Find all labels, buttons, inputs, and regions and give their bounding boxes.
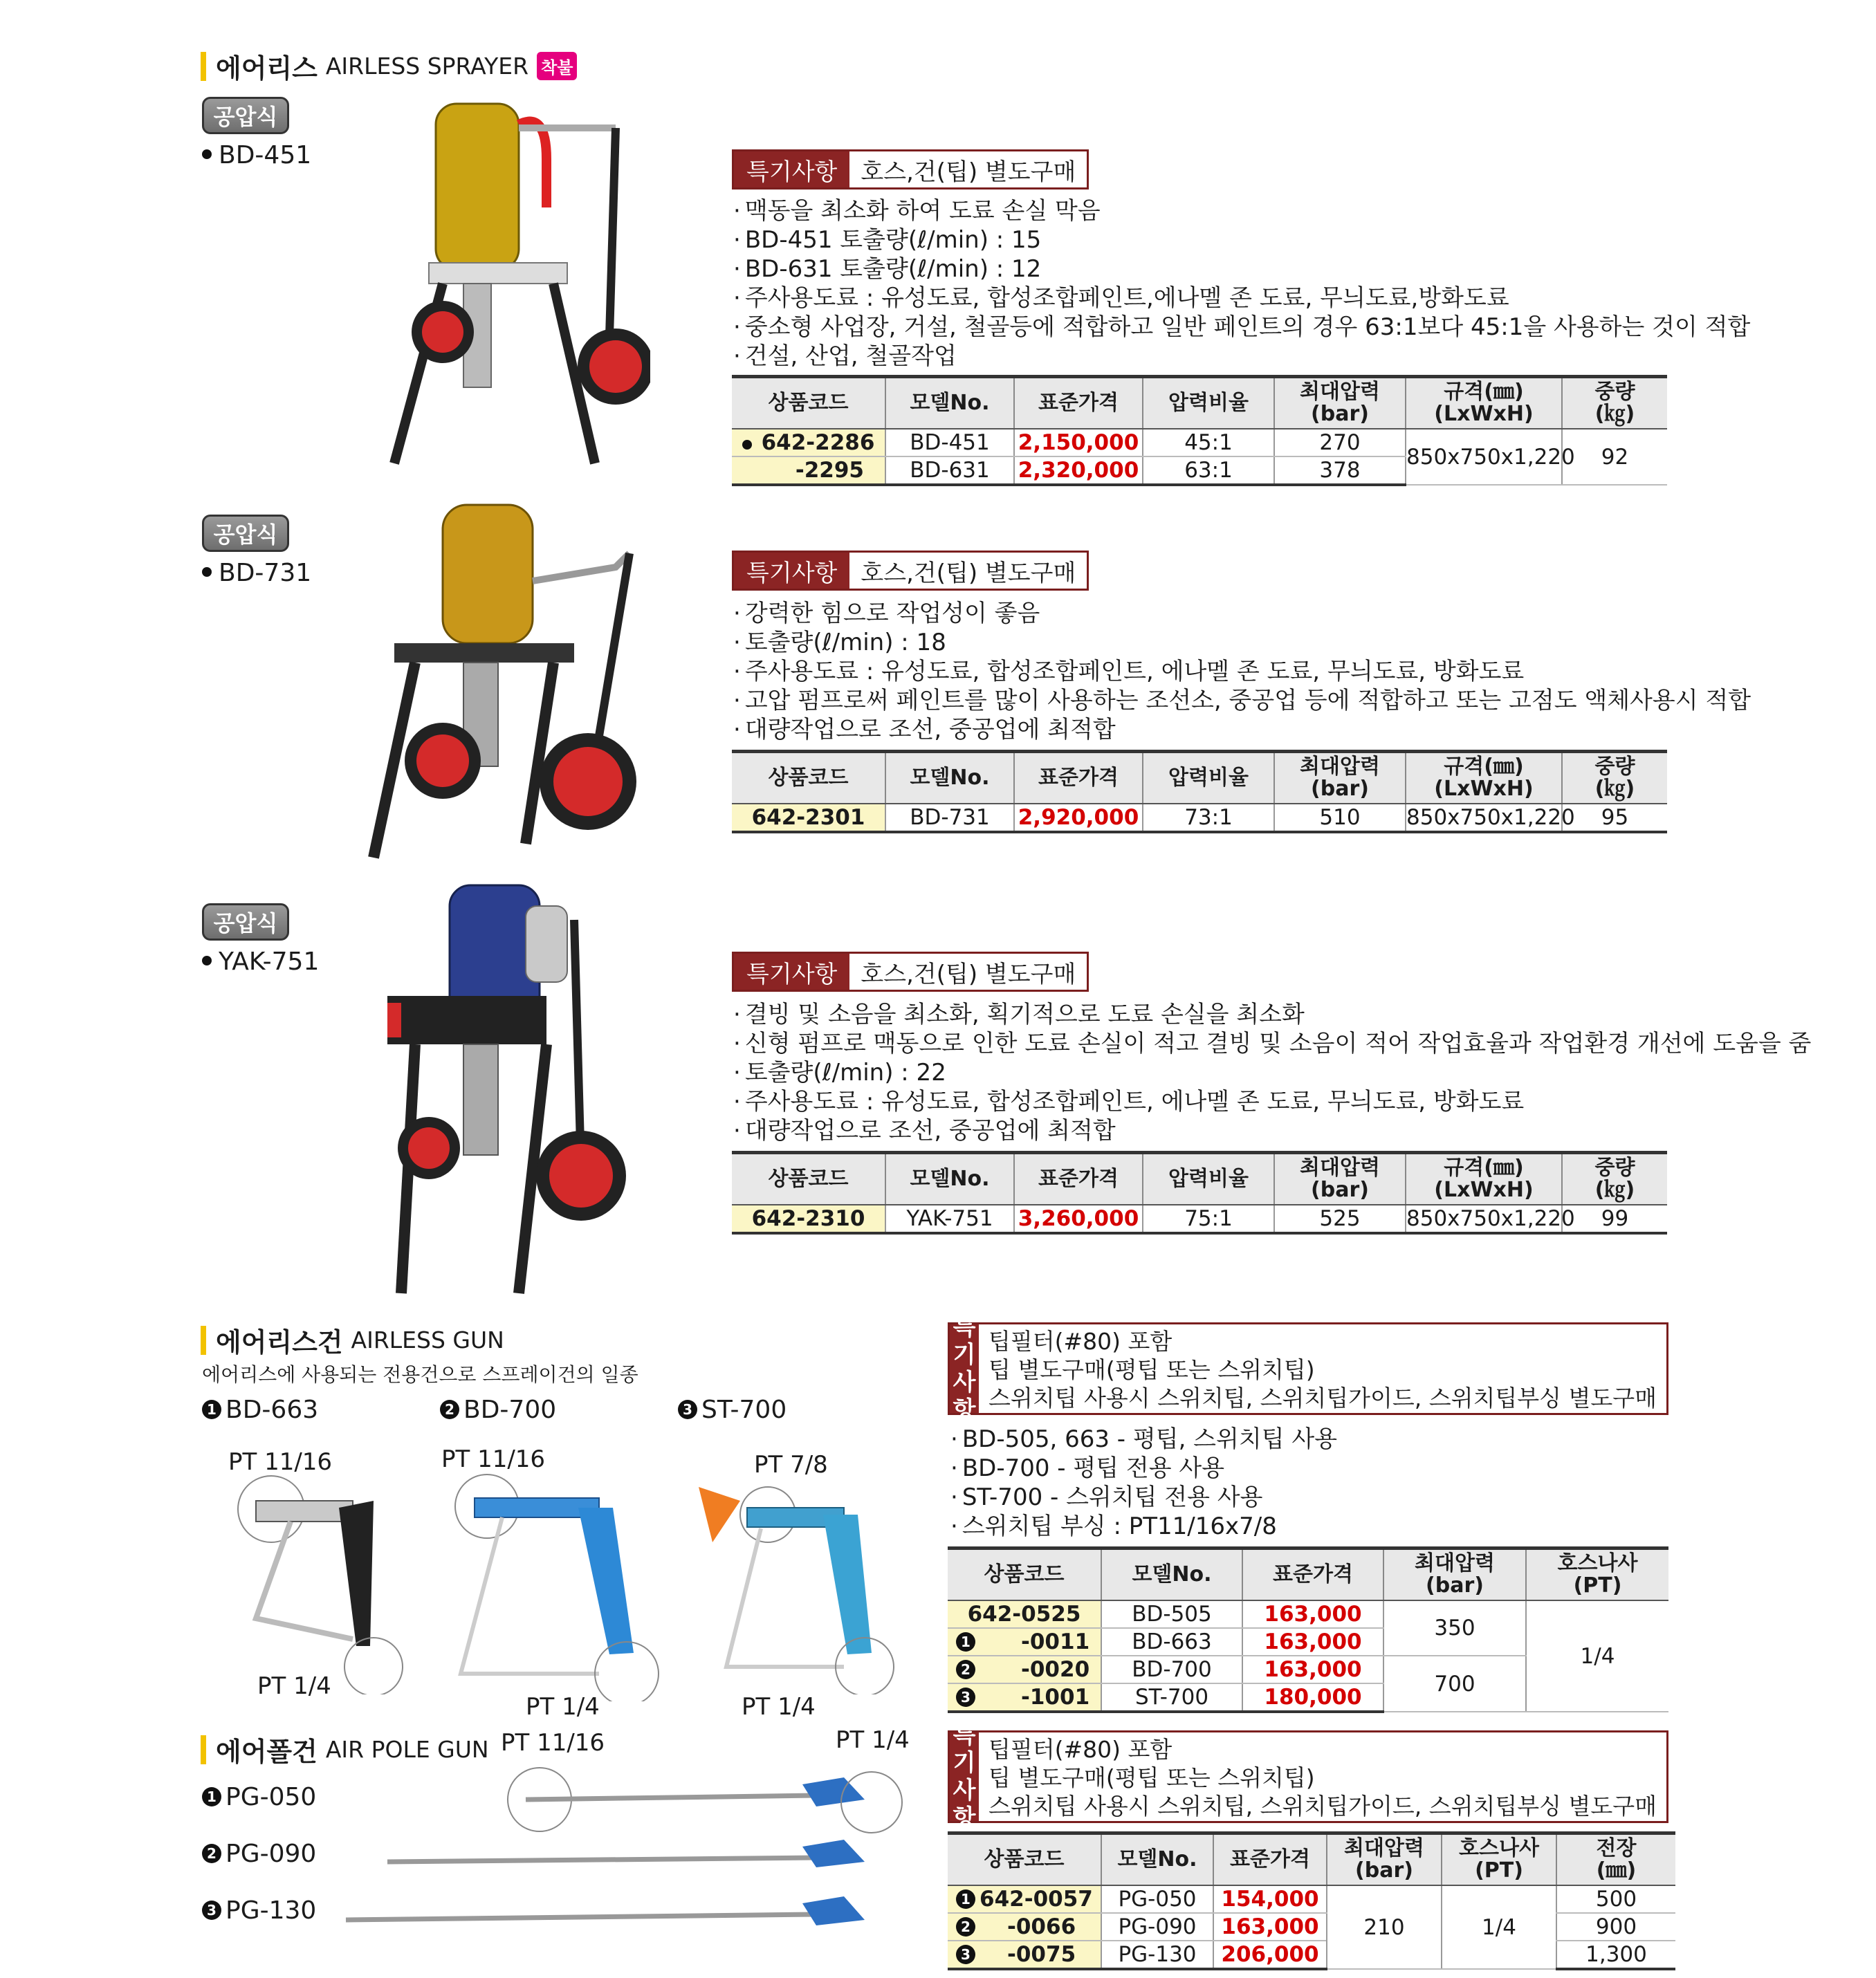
col-header: 상품코드 <box>732 1153 885 1205</box>
bullet-item: · 주사용도료 : 유성도료, 합성조합페인트, 에나멜 존 도료, 무늬도료, 방화도료 <box>733 657 1751 686</box>
gun-spec-table <box>948 1546 1668 1713</box>
col-header: 최대압력 (bar) <box>1274 377 1406 429</box>
col-header: 규격(㎜) (LxWxH) <box>1406 752 1562 804</box>
price-cell: 2,320,000 <box>1014 456 1143 485</box>
length-cell: 500 <box>1556 1885 1675 1913</box>
bullet-dot <box>202 567 212 577</box>
pressure-cell: 350 <box>1383 1600 1526 1656</box>
col-header: 압력비율 <box>1143 752 1274 804</box>
gun-section-title <box>201 1321 504 1359</box>
col-header: 규격(㎜) (LxWxH) <box>1406 377 1562 429</box>
length-cell: 1,300 <box>1556 1941 1675 1969</box>
pressure-cell: 378 <box>1274 456 1406 485</box>
col-header: 상품코드 <box>732 752 885 804</box>
bullet-item: · BD-505, 663 - 평팁, 스위치팁 사용 <box>950 1425 1337 1454</box>
length-cell: 900 <box>1556 1913 1675 1941</box>
bullet-item: · 토출량(ℓ/min) : 22 <box>733 1058 1811 1087</box>
number-badge: 3 <box>956 1945 975 1964</box>
price-cell: 154,000 <box>1213 1885 1327 1913</box>
number-badge: 1 <box>202 1787 221 1806</box>
model-cell: BD-700 <box>1101 1656 1242 1683</box>
ratio-cell: 45:1 <box>1143 429 1274 456</box>
bullet-item: · 맥동을 최소화 하여 도료 손실 막음 <box>733 196 1750 225</box>
type-badge: 공압식 <box>202 903 289 941</box>
price-cell: 163,000 <box>1242 1600 1383 1628</box>
feature-lines <box>979 1732 1666 1821</box>
col-header: 상품코드 <box>732 377 885 429</box>
bullet-item: · BD-631 토출량(ℓ/min) : 12 <box>733 255 1750 284</box>
title-kr: 에어리스 <box>216 53 318 84</box>
feature-bullets <box>733 196 1750 371</box>
pt-label: PT 1/4 <box>742 1693 816 1721</box>
spec-table-yak751 <box>732 1151 1667 1235</box>
table-row <box>732 429 1667 456</box>
spec-table-bd451 <box>732 375 1667 486</box>
col-header: 최대압력 (bar) <box>1274 1153 1406 1205</box>
feature-bullets <box>733 599 1751 744</box>
col-header: 중량 (㎏) <box>1562 1153 1667 1205</box>
feature-label: 특기 사항 <box>950 1732 979 1821</box>
bullet-dot <box>202 149 212 159</box>
table-header-row <box>732 1153 1667 1205</box>
feature-box <box>732 551 1089 591</box>
bullet-item: · 주사용도료 : 유성도료, 합성조합페인트,에나멜 존 도료, 무늬도료,방화도료 <box>733 284 1750 313</box>
feature-line: 스위치팁 사용시 스위치팁, 스위치팁가이드, 스위치팁부싱 별도구매 <box>988 1793 1657 1820</box>
pt-label: PT 1/4 <box>257 1672 331 1700</box>
bullet-item: · 신형 펌프로 맥동으로 인한 도료 손실이 적고 결빙 및 소음이 적어 작업효율과 작업환경 개선에 도움을 줌 <box>733 1029 1811 1058</box>
model-cell: BD-731 <box>885 804 1014 832</box>
pole-model-label: 2 PG-090 <box>202 1840 316 1868</box>
feature-text: 호스,건(팁) 별도구매 <box>849 553 1087 589</box>
ratio-cell: 63:1 <box>1143 456 1274 485</box>
model-label: BD-731 <box>219 559 312 587</box>
title-en: AIRLESS GUN <box>351 1327 504 1353</box>
feature-box <box>732 952 1089 992</box>
col-header: 표준가격 <box>1014 1153 1143 1205</box>
table-row <box>732 804 1667 832</box>
bullet-item: · 중소형 사업장, 거설, 철골등에 적합하고 일반 페인트의 경우 63:1보다 45:1을 사용하는 것이 적합 <box>733 313 1750 342</box>
airless-section-title <box>201 47 577 85</box>
col-header: 최대압력 (bar) <box>1274 752 1406 804</box>
feature-line: 팁 별도구매(평팁 또는 스위치팁) <box>988 1356 1315 1383</box>
number-badge: 1 <box>202 1400 221 1419</box>
col-header: 모델No. <box>885 1153 1014 1205</box>
table-row <box>948 1941 1675 1969</box>
col-header: 중량 (㎏) <box>1562 377 1667 429</box>
pt-label: PT 7/8 <box>754 1451 828 1479</box>
spec-table-bd731 <box>732 750 1667 833</box>
table-header-row <box>948 1549 1668 1601</box>
feature-line: 팁필터(#80) 포함 <box>988 1328 1172 1355</box>
pressure-cell: 525 <box>1274 1205 1406 1233</box>
pressure-cell: 210 <box>1327 1885 1442 1969</box>
feature-label: 특기사항 <box>734 151 849 187</box>
feature-bullets <box>733 1000 1811 1145</box>
number-badge: 1 <box>956 1889 975 1909</box>
number-badge: 3 <box>202 1901 221 1920</box>
gun-model-label: 3 ST-700 <box>678 1396 787 1424</box>
bullet-item: · 건설, 산업, 철골작업 <box>733 342 1750 371</box>
title-accent-bar <box>201 1326 206 1355</box>
gun-image-bd663 <box>235 1473 415 1694</box>
code-cell: 3 -1001 <box>948 1683 1101 1712</box>
hose-cell: 1/4 <box>1526 1600 1668 1712</box>
bullet-item: · BD-451 토출량(ℓ/min) : 15 <box>733 225 1750 255</box>
table-row <box>732 1205 1667 1233</box>
col-header: 표준가격 <box>1014 377 1143 429</box>
price-cell: 2,150,000 <box>1014 429 1143 456</box>
model-cell: BD-631 <box>885 456 1014 485</box>
feature-line: 팁 별도구매(평팁 또는 스위치팁) <box>988 1764 1315 1791</box>
col-header: 전장 (㎜) <box>1556 1833 1675 1886</box>
code-cell: 642-2301 <box>732 804 885 832</box>
code-cell: 1 -0011 <box>948 1628 1101 1656</box>
sprayer-image-bd451 <box>387 97 650 491</box>
gun-feature-box <box>948 1313 1668 1424</box>
table-row <box>948 1600 1668 1628</box>
pole-model-label: 3 PG-130 <box>202 1896 316 1925</box>
price-cell: 163,000 <box>1213 1913 1327 1941</box>
bullet-item: · ST-700 - 스위치팁 전용 사용 <box>950 1483 1337 1512</box>
bullet-item: · 스위치팁 부싱 : PT11/16x7/8 <box>950 1512 1337 1541</box>
model-name <box>202 141 311 169</box>
col-header: 모델No. <box>885 377 1014 429</box>
number-badge: 3 <box>678 1400 697 1419</box>
bullet-item: · BD-700 - 평팁 전용 사용 <box>950 1454 1337 1483</box>
title-kr: 에어폴건 <box>216 1737 318 1767</box>
number-badge: 2 <box>202 1844 221 1863</box>
pt-label: PT 11/16 <box>441 1445 546 1473</box>
gun-bullets <box>950 1425 1337 1541</box>
feature-box <box>732 149 1089 190</box>
bullet-item: · 대량작업으로 조선, 중공업에 최적합 <box>733 715 1751 744</box>
table-header-row <box>732 377 1667 429</box>
code-cell: 642-2310 <box>732 1205 885 1233</box>
number-badge: 2 <box>440 1400 459 1419</box>
col-header: 모델No. <box>1101 1833 1213 1886</box>
gun-model-label: 1 BD-663 <box>202 1396 318 1424</box>
bullet-dot <box>202 956 212 965</box>
title-accent-bar <box>201 1735 206 1764</box>
gun-image-st700 <box>692 1459 899 1694</box>
cod-badge: 착불 <box>537 52 577 80</box>
feature-lines <box>979 1324 1666 1413</box>
price-cell: 3,260,000 <box>1014 1205 1143 1233</box>
price-cell: 163,000 <box>1242 1656 1383 1683</box>
pressure-cell: 510 <box>1274 804 1406 832</box>
sprayer-image-bd731 <box>367 498 643 871</box>
model-cell: BD-451 <box>885 429 1014 456</box>
price-cell: 2,920,000 <box>1014 804 1143 832</box>
title-en: AIRLESS SPRAYER <box>325 53 529 80</box>
price-cell: 180,000 <box>1242 1683 1383 1712</box>
bullet-item: · 고압 펌프로써 페인트를 많이 사용하는 조선소, 중공업 등에 적합하고 또는 고점도 액체사용시 적합 <box>733 686 1751 715</box>
ratio-cell: 73:1 <box>1143 804 1274 832</box>
model-cell: BD-663 <box>1101 1628 1242 1656</box>
size-cell: 850x750x1,220 <box>1406 804 1562 832</box>
pt-label: PT 1/4 <box>526 1693 600 1721</box>
code-cell: 3 -0075 <box>948 1941 1101 1969</box>
feature-label: 특기사항 <box>734 553 849 589</box>
pole-spec-table <box>948 1831 1675 1970</box>
feature-label: 특기 사항 <box>950 1324 979 1413</box>
col-header: 규격(㎜) (LxWxH) <box>1406 1153 1562 1205</box>
code-cell: -2295 <box>732 456 885 485</box>
table-row <box>948 1913 1675 1941</box>
model-label: YAK-751 <box>219 948 320 976</box>
feature-label: 특기사항 <box>734 954 849 990</box>
col-header: 모델No. <box>1101 1549 1242 1601</box>
type-badge: 공압식 <box>202 515 289 552</box>
pole-feature-box <box>948 1721 1668 1832</box>
code-cell: 642-2286 <box>732 429 885 456</box>
sprayer-image-yak751 <box>374 878 636 1314</box>
title-kr: 에어리스건 <box>216 1327 343 1358</box>
model-cell: BD-505 <box>1101 1600 1242 1628</box>
price-cell: 206,000 <box>1213 1941 1327 1969</box>
col-header: 최대압력 (bar) <box>1383 1549 1526 1601</box>
model-cell: YAK-751 <box>885 1205 1014 1233</box>
feature-line: 팁필터(#80) 포함 <box>988 1736 1172 1763</box>
bullet-item: · 대량작업으로 조선, 중공업에 최적합 <box>733 1116 1811 1145</box>
ratio-cell: 75:1 <box>1143 1205 1274 1233</box>
pt-label: PT 11/16 <box>501 1729 605 1757</box>
number-badge: 1 <box>956 1632 975 1652</box>
bullet-item: · 강력한 힘으로 작업성이 좋음 <box>733 599 1751 628</box>
pt-label: PT 11/16 <box>228 1448 333 1476</box>
bullet-item: · 결빙 및 소음을 최소화, 획기적으로 도료 손실을 최소화 <box>733 1000 1811 1029</box>
number-badge: 3 <box>956 1688 975 1707</box>
feature-text: 호스,건(팁) 별도구매 <box>849 151 1087 187</box>
pressure-cell: 700 <box>1383 1656 1526 1712</box>
weight-cell: 92 <box>1562 429 1667 485</box>
feature-text: 호스,건(팁) 별도구매 <box>849 954 1087 990</box>
title-en: AIR POLE GUN <box>325 1736 489 1763</box>
gun-subtitle: 에어리스에 사용되는 전용건으로 스프레이건의 일종 <box>202 1363 638 1386</box>
code-cell: 2 -0020 <box>948 1656 1101 1683</box>
bullet-item: · 주사용도료 : 유성도료, 합성조합페인트, 에나멜 존 도료, 무늬도료, 방화도료 <box>733 1087 1811 1116</box>
hose-cell: 1/4 <box>1442 1885 1556 1969</box>
col-header: 표준가격 <box>1213 1833 1327 1886</box>
table-header-row <box>948 1833 1675 1886</box>
model-cell: ST-700 <box>1101 1683 1242 1712</box>
bullet-item: · 토출량(ℓ/min) : 18 <box>733 628 1751 657</box>
feature-line: 스위치팁 사용시 스위치팁, 스위치팁가이드, 스위치팁부싱 별도구매 <box>988 1385 1657 1412</box>
type-badge: 공압식 <box>202 97 289 134</box>
code-cell: 642-0525 <box>948 1600 1101 1628</box>
model-cell: PG-050 <box>1101 1885 1213 1913</box>
model-cell: PG-130 <box>1101 1941 1213 1969</box>
number-badge: 2 <box>956 1660 975 1679</box>
code-cell: 2 -0066 <box>948 1913 1101 1941</box>
col-header: 상품코드 <box>948 1833 1101 1886</box>
col-header: 최대압력 (bar) <box>1327 1833 1442 1886</box>
weight-cell: 95 <box>1562 804 1667 832</box>
col-header: 압력비율 <box>1143 377 1274 429</box>
bullet-dot <box>742 440 752 450</box>
model-name <box>202 948 319 976</box>
col-header: 상품코드 <box>948 1549 1101 1601</box>
col-header: 표준가격 <box>1014 752 1143 804</box>
col-header: 압력비율 <box>1143 1153 1274 1205</box>
size-cell: 850x750x1,220 <box>1406 1205 1562 1233</box>
size-cell: 850x750x1,220 <box>1406 429 1562 485</box>
col-header: 호스나사 (PT) <box>1526 1549 1668 1601</box>
number-badge: 2 <box>956 1917 975 1937</box>
col-header: 모델No. <box>885 752 1014 804</box>
weight-cell: 99 <box>1562 1205 1667 1233</box>
col-header: 중량 (㎏) <box>1562 752 1667 804</box>
model-name <box>202 559 311 587</box>
price-cell: 163,000 <box>1242 1628 1383 1656</box>
col-header: 호스나사 (PT) <box>1442 1833 1556 1886</box>
gun-image-bd700 <box>454 1466 668 1701</box>
model-label: BD-451 <box>219 141 312 169</box>
model-cell: PG-090 <box>1101 1913 1213 1941</box>
pole-guns-image <box>318 1757 913 1971</box>
col-header: 표준가격 <box>1242 1549 1383 1601</box>
pole-model-label: 1 PG-050 <box>202 1783 316 1811</box>
pressure-cell: 270 <box>1274 429 1406 456</box>
title-accent-bar <box>201 52 206 81</box>
table-header-row <box>732 752 1667 804</box>
table-row <box>948 1885 1675 1913</box>
gun-model-label: 2 BD-700 <box>440 1396 556 1424</box>
code-cell: 1 642-0057 <box>948 1885 1101 1913</box>
pt-label: PT 1/4 <box>836 1726 910 1754</box>
